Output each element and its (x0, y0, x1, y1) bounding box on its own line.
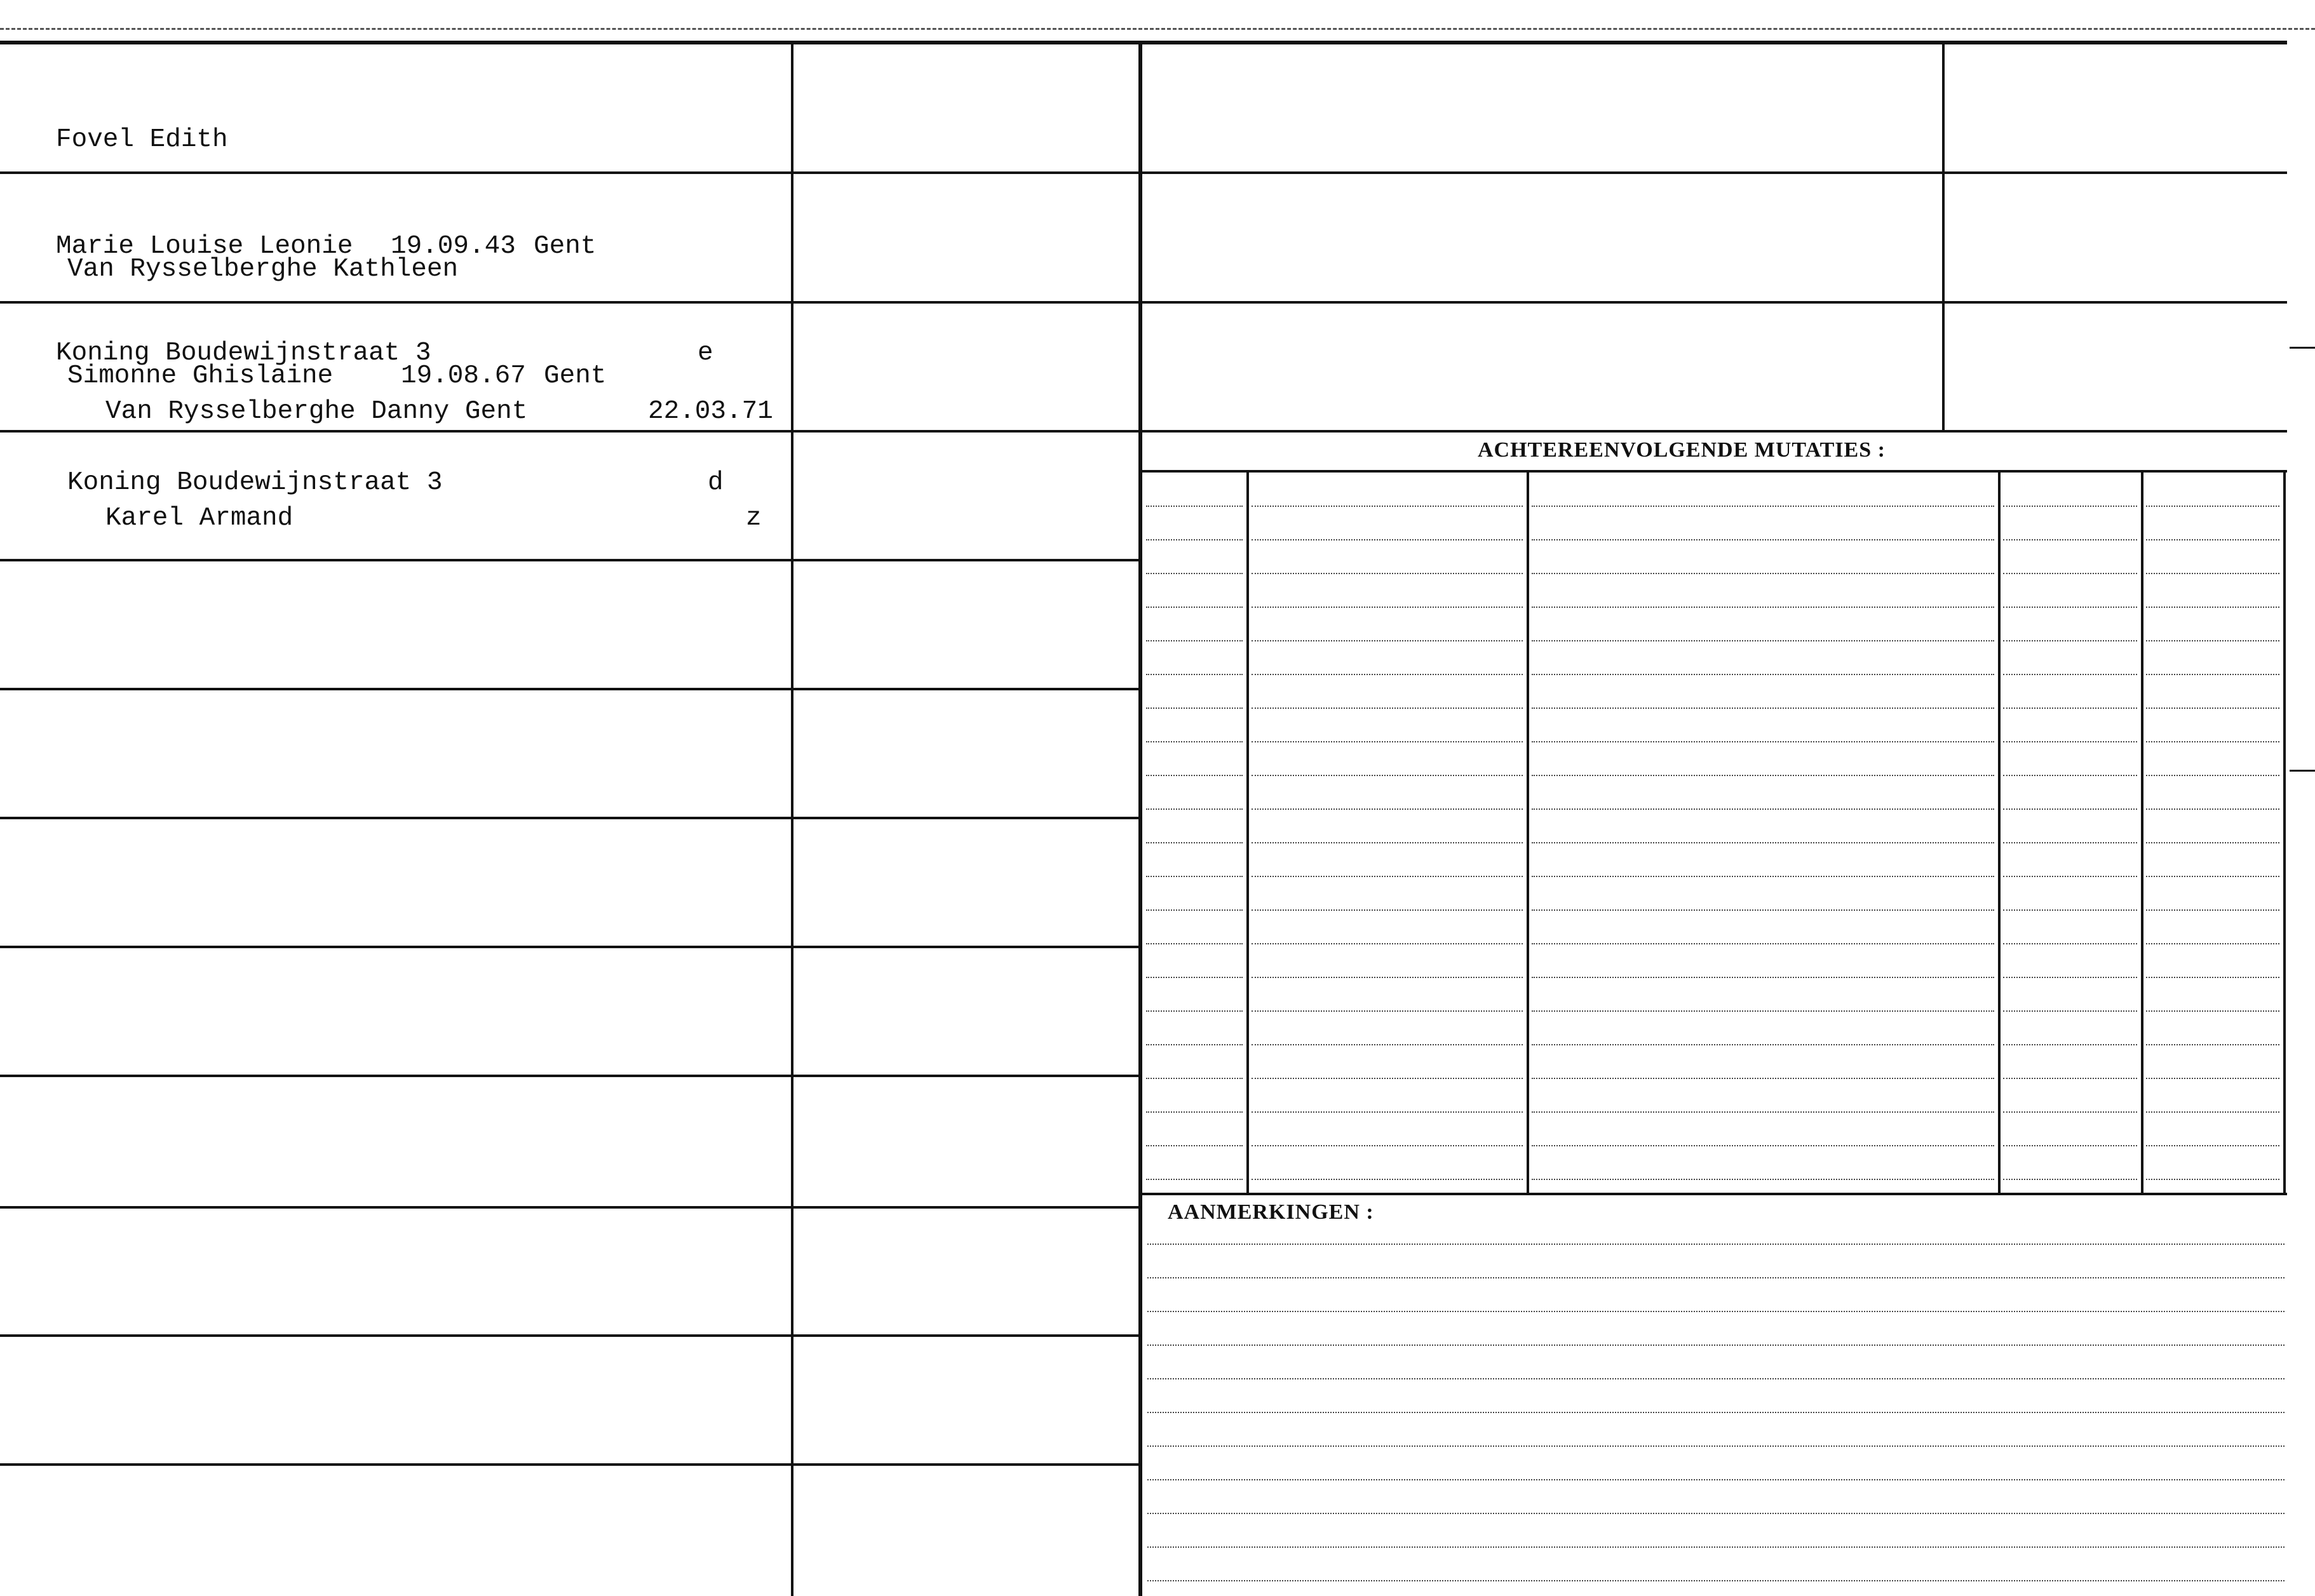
mutation-ruled-line (1532, 573, 1994, 574)
remark-ruled-line (1147, 1311, 2285, 1312)
birth-date: 19.08.67 (401, 361, 526, 391)
mutation-ruled-line (2003, 876, 2137, 877)
mutation-ruled-line (1146, 1044, 1243, 1045)
remark-ruled-line (1147, 1412, 2285, 1413)
mutation-ruled-line (1532, 842, 1994, 843)
right-upper-rule (1140, 301, 2287, 304)
mutation-ruled-line (2003, 977, 2137, 978)
mutation-ruled-line (1532, 909, 1994, 911)
mutation-ruled-line (2146, 1179, 2279, 1180)
mutation-ruled-line (1252, 876, 1523, 877)
mutation-ruled-line (1532, 943, 1994, 944)
address: Koning Boudewijnstraat 3 (67, 468, 443, 497)
right-upper-divider (1942, 42, 1945, 430)
mutation-ruled-line (1252, 808, 1523, 810)
mutation-ruled-line (2146, 775, 2279, 776)
mutation-ruled-line (1146, 741, 1243, 742)
surname-firstname: Van Rysselberghe Kathleen (67, 255, 459, 284)
remark-ruled-line (1147, 1445, 2285, 1447)
mutation-ruled-line (1146, 1145, 1243, 1146)
mutation-ruled-line (1532, 1078, 1994, 1079)
remark-ruled-line (1147, 1513, 2285, 1514)
mutation-ruled-line (2003, 842, 2137, 843)
mutation-ruled-line (1252, 1078, 1523, 1079)
mutation-ruled-line (1146, 539, 1243, 540)
mutation-ruled-line (1252, 1010, 1523, 1012)
birth-date: 22.03.71 (648, 397, 773, 426)
relation-code: e (698, 339, 713, 368)
mutation-ruled-line (1532, 1044, 1994, 1045)
mutation-ruled-line (1252, 674, 1523, 675)
mutation-ruled-line (1532, 808, 1994, 810)
mutation-ruled-line (2146, 539, 2279, 540)
mutation-ruled-line (2003, 539, 2137, 540)
mutation-ruled-line (2003, 1044, 2137, 1045)
mutation-ruled-line (1146, 775, 1243, 776)
mutation-ruled-line (1532, 1010, 1994, 1012)
surname-firstname: Fovel Edith (56, 125, 228, 154)
mutation-ruled-line (2146, 1078, 2279, 1079)
mutation-ruled-line (2146, 943, 2279, 944)
mutation-ruled-line (2146, 741, 2279, 742)
mutation-ruled-line (1532, 607, 1994, 608)
mutation-ruled-line (2146, 573, 2279, 574)
mutation-ruled-line (1532, 876, 1994, 877)
remark-ruled-line (1147, 1345, 2285, 1346)
right-upper-rule (1140, 171, 2287, 174)
given-names: Marie Louise Leonie (56, 232, 353, 261)
row-rule (0, 1206, 1140, 1209)
mutation-ruled-line (1146, 506, 1243, 507)
mutation-ruled-line (2003, 640, 2137, 641)
mutation-ruled-line (2003, 674, 2137, 675)
mutation-ruled-line (1252, 1179, 1523, 1180)
mutation-ruled-line (1532, 1145, 1994, 1146)
mutation-ruled-line (2003, 1179, 2137, 1180)
relation-code: z (746, 504, 762, 533)
mutation-ruled-line (1532, 741, 1994, 742)
mutation-ruled-line (1532, 977, 1994, 978)
remark-ruled-line (1147, 1277, 2285, 1278)
row-rule (0, 1463, 1140, 1466)
birth-place: Gent (544, 361, 607, 391)
mutation-ruled-line (2003, 573, 2137, 574)
mutation-ruled-line (1252, 707, 1523, 709)
mutation-ruled-line (1252, 775, 1523, 776)
remark-ruled-line (1147, 1244, 2285, 1245)
mutations-col-divider (1998, 471, 2001, 1193)
mutation-ruled-line (1532, 707, 1994, 709)
mutation-ruled-line (2146, 707, 2279, 709)
mutation-ruled-line (1252, 842, 1523, 843)
mutations-col-divider (1246, 471, 1249, 1193)
mutations-col-divider (1527, 471, 1529, 1193)
mutation-ruled-line (1146, 573, 1243, 574)
mutation-ruled-line (1532, 674, 1994, 675)
mutation-ruled-line (1146, 842, 1243, 843)
mutation-ruled-line (1252, 909, 1523, 911)
mutation-ruled-line (1252, 1145, 1523, 1146)
row-rule (0, 688, 1140, 690)
remark-ruled-line (1147, 1479, 2285, 1480)
mutation-ruled-line (2146, 977, 2279, 978)
mutations-header-rule (1140, 470, 2287, 473)
mutation-ruled-line (2146, 607, 2279, 608)
mutations-col-divider (2283, 471, 2286, 1193)
mutation-ruled-line (1252, 977, 1523, 978)
mutation-ruled-line (2146, 506, 2279, 507)
mutation-ruled-line (1252, 573, 1523, 574)
row-rule (0, 946, 1140, 948)
given-names: Karel Armand (105, 504, 294, 533)
mutation-ruled-line (1146, 1078, 1243, 1079)
mutation-ruled-line (2003, 506, 2137, 507)
mutation-ruled-line (1252, 607, 1523, 608)
right-upper-rule (1140, 430, 2287, 433)
margin-tick (2290, 770, 2315, 772)
mutation-ruled-line (2003, 1078, 2137, 1079)
mutation-ruled-line (1146, 808, 1243, 810)
mutation-ruled-line (2003, 1145, 2137, 1146)
mutation-ruled-line (2146, 1044, 2279, 1045)
mutation-ruled-line (1532, 640, 1994, 641)
mutation-ruled-line (2146, 876, 2279, 877)
mutation-ruled-line (1146, 876, 1243, 877)
mutation-ruled-line (1146, 943, 1243, 944)
remark-ruled-line (1147, 1546, 2285, 1548)
mutation-ruled-line (1146, 1179, 1243, 1180)
mutation-ruled-line (1146, 640, 1243, 641)
mutation-ruled-line (1252, 640, 1523, 641)
top-dashed-edge (0, 28, 2315, 30)
row-rule (0, 817, 1140, 819)
mutation-ruled-line (1532, 775, 1994, 776)
address: Koning Boudewijnstraat 3 (56, 339, 431, 368)
mutation-ruled-line (1532, 506, 1994, 507)
mutations-col-divider (2141, 471, 2143, 1193)
mutation-ruled-line (2146, 640, 2279, 641)
birth-place: Gent (534, 232, 597, 261)
mutation-ruled-line (1532, 1179, 1994, 1180)
row-rule (0, 1334, 1140, 1337)
mutations-bottom-rule (1140, 1193, 2287, 1195)
remark-ruled-line (1147, 1378, 2285, 1379)
mutation-ruled-line (2146, 842, 2279, 843)
mutation-ruled-line (1252, 741, 1523, 742)
row-rule (0, 1075, 1140, 1077)
mutation-ruled-line (2146, 909, 2279, 911)
mutation-ruled-line (2146, 1010, 2279, 1012)
mutation-ruled-line (2146, 808, 2279, 810)
mutation-ruled-line (1252, 943, 1523, 944)
mutation-ruled-line (1252, 539, 1523, 540)
mutation-ruled-line (1146, 909, 1243, 911)
mutation-ruled-line (1532, 539, 1994, 540)
surname-firstname-place: Van Rysselberghe Danny Gent (105, 397, 528, 426)
mutation-ruled-line (2003, 1010, 2137, 1012)
mutation-ruled-line (2003, 707, 2137, 709)
mutation-ruled-line (2146, 674, 2279, 675)
margin-tick (2290, 347, 2315, 349)
mutation-ruled-line (2003, 775, 2137, 776)
mutation-ruled-line (2003, 943, 2137, 944)
mutation-ruled-line (2146, 1111, 2279, 1113)
mutation-ruled-line (2003, 607, 2137, 608)
mutation-ruled-line (1252, 1111, 1523, 1113)
mutation-ruled-line (1252, 506, 1523, 507)
mutation-ruled-line (1146, 1111, 1243, 1113)
mutation-ruled-line (1146, 977, 1243, 978)
mutations-heading: ACHTEREENVOLGENDE MUTATIES : (1478, 438, 1886, 462)
mutation-ruled-line (2003, 909, 2137, 911)
mutation-ruled-line (1252, 1044, 1523, 1045)
mutation-ruled-line (1146, 607, 1243, 608)
mutation-ruled-line (1146, 674, 1243, 675)
mutation-ruled-line (2003, 808, 2137, 810)
mutation-ruled-line (1146, 707, 1243, 709)
mutation-ruled-line (2003, 741, 2137, 742)
mutation-ruled-line (2146, 1145, 2279, 1146)
remark-ruled-line (1147, 1580, 2285, 1581)
mutation-ruled-line (1146, 1010, 1243, 1012)
mutation-ruled-line (2003, 1111, 2137, 1113)
mutation-ruled-line (1532, 1111, 1994, 1113)
relation-code: d (708, 468, 724, 497)
remarks-heading: AANMERKINGEN : (1168, 1200, 1374, 1224)
person-entry (105, 323, 785, 607)
given-names: Simonne Ghislaine (67, 361, 334, 391)
birth-date: 19.09.43 (391, 232, 516, 261)
